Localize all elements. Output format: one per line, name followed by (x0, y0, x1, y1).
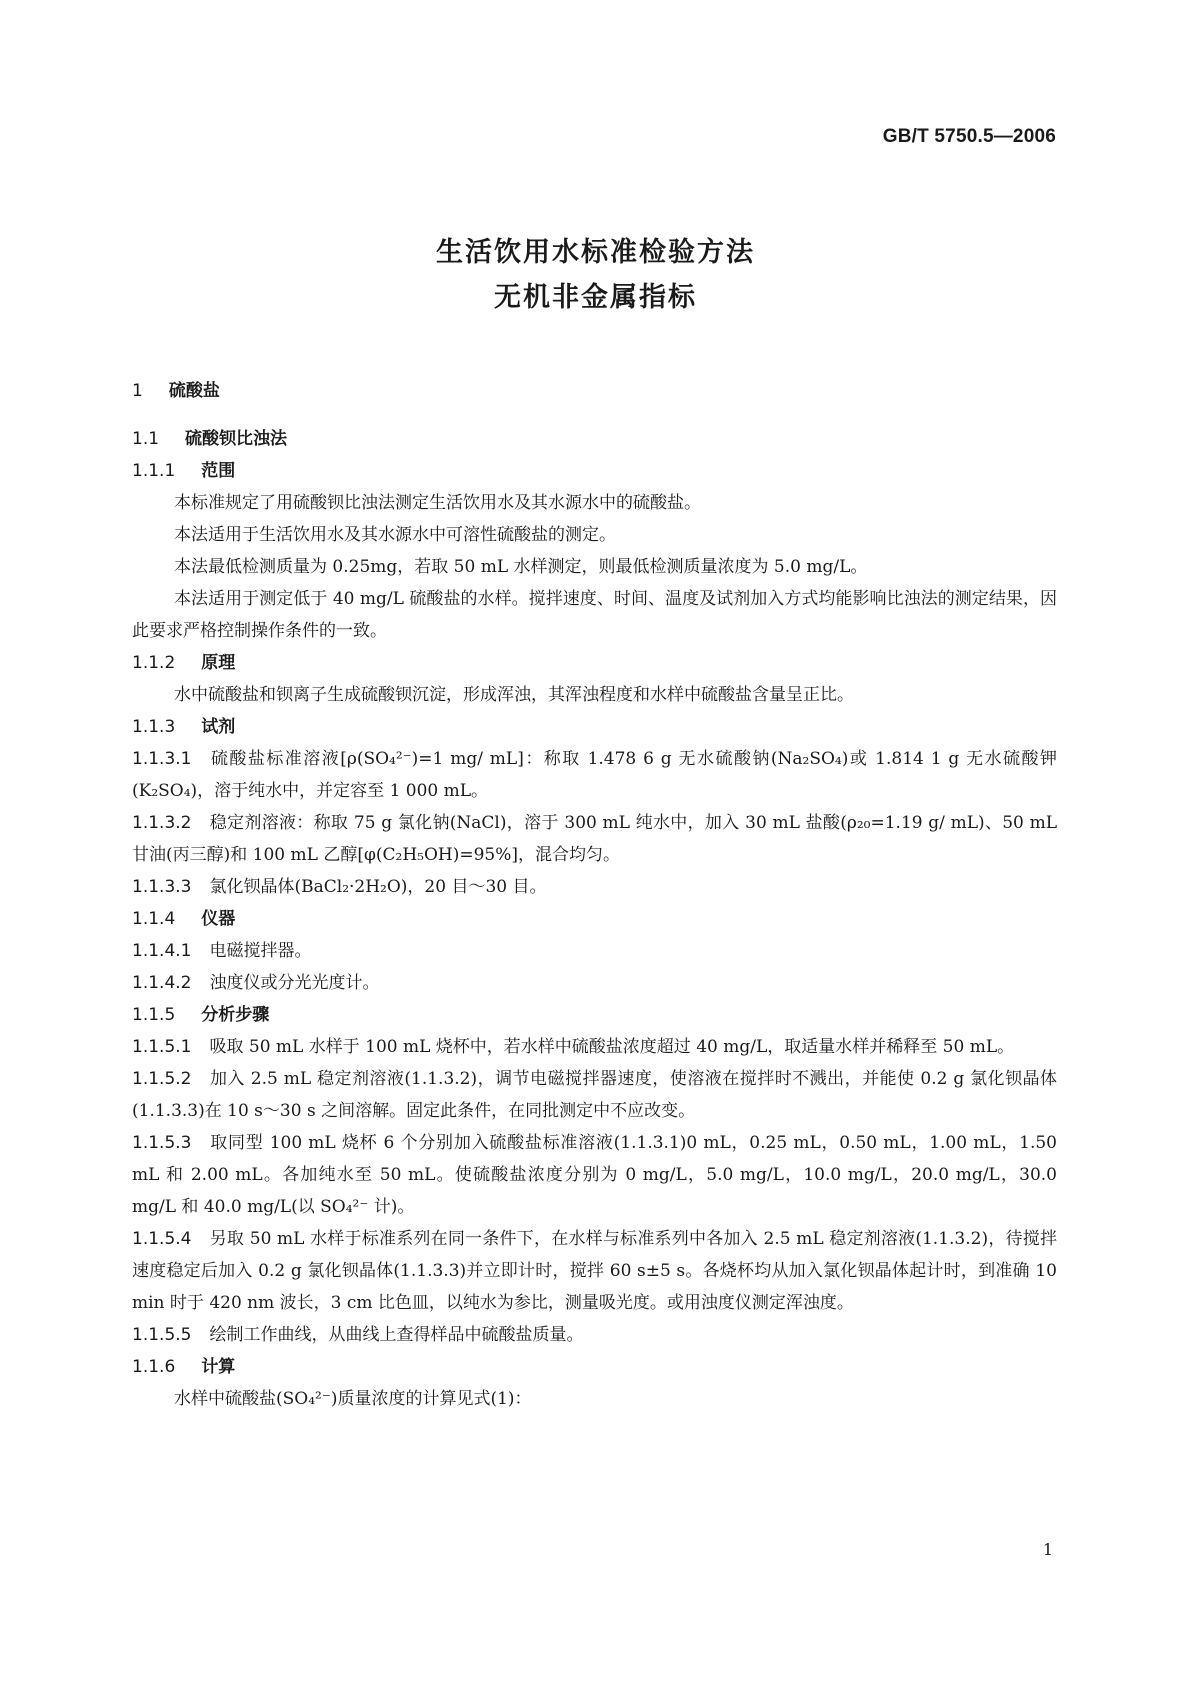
paragraph: 本法最低检测质量为 0.25mg，若取 50 mL 水样测定，则最低检测质量浓度为 5.0 mg/L。 (174, 557, 868, 577)
clause-heading: 1.1.3 试剂 (132, 717, 236, 737)
numbered-item: 1.1.5.1 吸取 50 mL 水样于 100 mL 烧杯中，若水样中硫酸盐浓度超过 40 mg/L，取适量水样并稀释至 50 mL。 (132, 1037, 1015, 1057)
numbered-item: 1.1.5.4 另取 50 mL 水样于标准系列在同一条件下，在水样与标准系列中各加入 2.5 mL 稳定剂溶液(1.1.3.2)，待搅拌速度稳定后加入 0.2 g 氯化钡晶体(1.1.3.3)并立即计时，搅拌 60 s±5 s。各烧杯均从加入氯化钡晶体起计时，到准确 10 min 时于 420 nm 波长，3 cm 比色皿，以纯水为参比，测量吸光度。或用浊度仪测定浑浊度。 (132, 1229, 1057, 1313)
clause-heading: 1.1.4 仪器 (132, 909, 236, 929)
clause-heading: 1.1.1 范围 (132, 461, 236, 481)
standard-code: GB/T 5750.5—2006 (882, 126, 1056, 147)
subsection-heading: 1.1 硫酸钡比浊法 (132, 429, 288, 449)
page-number: 1 (1042, 1540, 1053, 1559)
numbered-item: 1.1.5.3 取同型 100 mL 烧杯 6 个分别加入硫酸盐标准溶液(1.1.3.1)0 mL，0.25 mL，0.50 mL，1.00 mL，1.50 mL 和 2.00 mL。各加纯水至 50 mL。使硫酸盐浓度分别为 0 mg/L，5.0 mg/L，10.0 mg/L，20.0 mg/L，30.0 mg/L 和 40.0 mg/L(以 SO₄²⁻ 计)。 (132, 1133, 1057, 1217)
clause-heading: 1.1.5 分析步骤 (132, 1005, 270, 1025)
document-body (132, 375, 1057, 1415)
numbered-item: 1.1.3.1 硫酸盐标准溶液[ρ(SO₄²⁻)=1 mg/ mL]：称取 1.478 6 g 无水硫酸钠(Na₂SO₄)或 1.814 1 g 无水硫酸钾(K₂SO₄)，溶于纯水中，并定容至 1 000 mL。 (132, 749, 1057, 801)
clause-heading: 1.1.2 原理 (132, 653, 236, 673)
paragraph: 水中硫酸盐和钡离子生成硫酸钡沉淀，形成浑浊，其浑浊程度和水样中硫酸盐含量呈正比。 (174, 685, 854, 705)
numbered-item: 1.1.5.2 加入 2.5 mL 稳定剂溶液(1.1.3.2)，调节电磁搅拌器速度，使溶液在搅拌时不溅出，并能使 0.2 g 氯化钡晶体(1.1.3.3)在 10 s～30 s 之间溶解。固定此条件，在同批测定中不应改变。 (132, 1069, 1057, 1121)
numbered-item: 1.1.3.2 稳定剂溶液：称取 75 g 氯化钠(NaCl)，溶于 300 mL 纯水中，加入 30 mL 盐酸(ρ₂₀=1.19 g/ mL)、50 mL 甘油(丙三醇)和 100 mL 乙醇[φ(C₂H₅OH)=95%]，混合均匀。 (132, 813, 1057, 865)
numbered-item: 1.1.4.1 电磁搅拌器。 (132, 941, 312, 961)
document-title-line-1: 生活饮用水标准检验方法 (436, 237, 755, 268)
paragraph: 本法适用于生活饮用水及其水源水中可溶性硫酸盐的测定。 (174, 525, 616, 545)
paragraph: 本标准规定了用硫酸钡比浊法测定生活饮用水及其水源水中的硫酸盐。 (174, 493, 701, 513)
numbered-item: 1.1.4.2 浊度仪或分光光度计。 (132, 973, 380, 993)
numbered-item: 1.1.3.3 氯化钡晶体(BaCl₂·2H₂O)，20 目～30 目。 (132, 877, 547, 897)
paragraph: 水样中硫酸盐(SO₄²⁻)质量浓度的计算见式(1)： (174, 1389, 532, 1409)
clause-heading: 1.1.6 计算 (132, 1357, 236, 1377)
numbered-item: 1.1.5.5 绘制工作曲线，从曲线上查得样品中硫酸盐质量。 (132, 1325, 584, 1345)
document-title-line-2: 无机非金属指标 (494, 282, 697, 313)
paragraph: 本法适用于测定低于 40 mg/L 硫酸盐的水样。搅拌速度、时间、温度及试剂加入方式均能影响比浊法的测定结果，因此要求严格控制操作条件的一致。 (132, 589, 1057, 641)
section-heading: 1 硫酸盐 (132, 381, 220, 401)
